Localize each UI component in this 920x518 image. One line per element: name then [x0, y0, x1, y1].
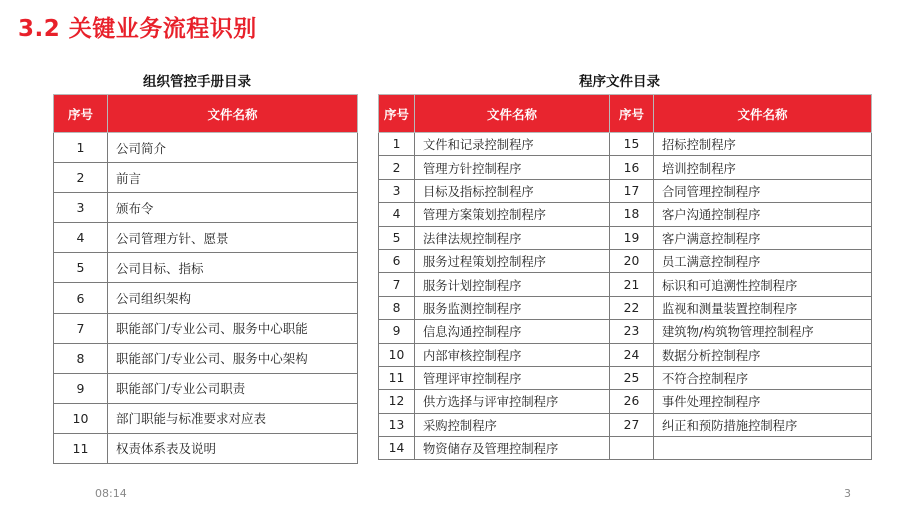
table-row: [54, 373, 358, 403]
row-filename-cell: 管理方案策划控制程序: [415, 203, 610, 226]
table-row: [379, 133, 872, 156]
row-seq-cell: 2: [54, 163, 108, 193]
row-filename-cell: 服务过程策划控制程序: [415, 249, 610, 272]
table-row: [379, 179, 872, 202]
row-seq-cell: 5: [54, 253, 108, 283]
row-seq-cell: 4: [54, 223, 108, 253]
row-seq-cell: 11: [379, 366, 415, 389]
row-seq-cell: 3: [54, 193, 108, 223]
header-seq: 序号: [54, 95, 108, 133]
table-row: [54, 403, 358, 433]
row-seq-cell: 6: [54, 283, 108, 313]
manual-contents-table: [53, 94, 358, 464]
row-seq-cell: 23: [610, 320, 654, 343]
row-seq-cell: 8: [54, 343, 108, 373]
row-seq-cell: 1: [54, 133, 108, 163]
row-filename-cell: 客户沟通控制程序: [654, 203, 872, 226]
table-header-row: [54, 95, 358, 133]
row-filename-cell: 职能部门/专业公司、服务中心架构: [108, 343, 358, 373]
table-row: [54, 313, 358, 343]
row-filename-cell: [654, 437, 872, 460]
row-seq-cell: 18: [610, 203, 654, 226]
row-filename-cell: 法律法规控制程序: [415, 226, 610, 249]
slide-title: 3.2 关键业务流程识别: [18, 16, 257, 42]
row-seq-cell: 24: [610, 343, 654, 366]
row-seq-cell: 10: [379, 343, 415, 366]
table-row: [379, 249, 872, 272]
table-row: [379, 156, 872, 179]
row-filename-cell: 职能部门/专业公司职责: [108, 373, 358, 403]
row-seq-cell: 10: [54, 403, 108, 433]
row-seq-cell: 9: [379, 320, 415, 343]
table-header-row: [379, 95, 872, 133]
row-seq-cell: 20: [610, 249, 654, 272]
right-table-caption: 程序文件目录: [579, 74, 660, 90]
row-seq-cell: 12: [379, 390, 415, 413]
row-filename-cell: 公司目标、指标: [108, 253, 358, 283]
row-seq-cell: 15: [610, 133, 654, 156]
row-seq-cell: 11: [54, 433, 108, 463]
row-filename-cell: 客户满意控制程序: [654, 226, 872, 249]
table-row: [379, 273, 872, 296]
row-seq-cell: 9: [54, 373, 108, 403]
row-seq-cell: 7: [379, 273, 415, 296]
row-seq-cell: 19: [610, 226, 654, 249]
row-seq-cell: 1: [379, 133, 415, 156]
table-row: [54, 283, 358, 313]
table-row: [379, 366, 872, 389]
table-row: [379, 320, 872, 343]
row-seq-cell: 8: [379, 296, 415, 319]
table-row: [379, 203, 872, 226]
row-seq-cell: 27: [610, 413, 654, 436]
row-filename-cell: 建筑物/构筑物管理控制程序: [654, 320, 872, 343]
row-filename-cell: 管理评审控制程序: [415, 366, 610, 389]
row-seq-cell: 3: [379, 179, 415, 202]
row-filename-cell: 数据分析控制程序: [654, 343, 872, 366]
table-row: [54, 193, 358, 223]
table-row: [379, 296, 872, 319]
row-seq-cell: 4: [379, 203, 415, 226]
row-filename-cell: 服务监测控制程序: [415, 296, 610, 319]
row-filename-cell: 信息沟通控制程序: [415, 320, 610, 343]
row-filename-cell: 颁布令: [108, 193, 358, 223]
table-row: [379, 226, 872, 249]
row-filename-cell: 目标及指标控制程序: [415, 179, 610, 202]
row-filename-cell: 物资储存及管理控制程序: [415, 437, 610, 460]
header-filename: 文件名称: [654, 95, 872, 133]
row-filename-cell: 招标控制程序: [654, 133, 872, 156]
table-row: [54, 253, 358, 283]
row-filename-cell: 权责体系表及说明: [108, 433, 358, 463]
table-row: [379, 343, 872, 366]
table-row: [54, 223, 358, 253]
row-seq-cell: [610, 437, 654, 460]
row-filename-cell: 合同管理控制程序: [654, 179, 872, 202]
row-seq-cell: 7: [54, 313, 108, 343]
row-seq-cell: 6: [379, 249, 415, 272]
row-seq-cell: 13: [379, 413, 415, 436]
row-filename-cell: 采购控制程序: [415, 413, 610, 436]
row-filename-cell: 监视和测量装置控制程序: [654, 296, 872, 319]
row-filename-cell: 标识和可追溯性控制程序: [654, 273, 872, 296]
table-row: [54, 433, 358, 463]
row-filename-cell: 纠正和预防措施控制程序: [654, 413, 872, 436]
row-seq-cell: 25: [610, 366, 654, 389]
left-table-caption: 组织管控手册目录: [143, 74, 251, 90]
header-seq: 序号: [379, 95, 415, 133]
footer-time: 08:14: [95, 487, 127, 500]
row-filename-cell: 职能部门/专业公司、服务中心职能: [108, 313, 358, 343]
row-seq-cell: 5: [379, 226, 415, 249]
row-seq-cell: 17: [610, 179, 654, 202]
row-seq-cell: 2: [379, 156, 415, 179]
row-filename-cell: 培训控制程序: [654, 156, 872, 179]
row-filename-cell: 服务计划控制程序: [415, 273, 610, 296]
row-filename-cell: 部门职能与标准要求对应表: [108, 403, 358, 433]
table-row: [379, 413, 872, 436]
row-filename-cell: 公司管理方针、愿景: [108, 223, 358, 253]
row-seq-cell: 21: [610, 273, 654, 296]
table-row: [379, 390, 872, 413]
row-filename-cell: 员工满意控制程序: [654, 249, 872, 272]
header-filename: 文件名称: [415, 95, 610, 133]
row-filename-cell: 管理方针控制程序: [415, 156, 610, 179]
table-row: [54, 133, 358, 163]
row-filename-cell: 事件处理控制程序: [654, 390, 872, 413]
row-filename-cell: 内部审核控制程序: [415, 343, 610, 366]
procedure-contents-table: [378, 94, 872, 460]
row-filename-cell: 公司简介: [108, 133, 358, 163]
table-row: [379, 437, 872, 460]
row-filename-cell: 文件和记录控制程序: [415, 133, 610, 156]
row-seq-cell: 22: [610, 296, 654, 319]
row-seq-cell: 14: [379, 437, 415, 460]
row-filename-cell: 供方选择与评审控制程序: [415, 390, 610, 413]
page-number: 3: [844, 487, 851, 500]
row-filename-cell: 不符合控制程序: [654, 366, 872, 389]
row-filename-cell: 公司组织架构: [108, 283, 358, 313]
row-seq-cell: 26: [610, 390, 654, 413]
header-seq: 序号: [610, 95, 654, 133]
header-filename: 文件名称: [108, 95, 358, 133]
row-seq-cell: 16: [610, 156, 654, 179]
table-row: [54, 343, 358, 373]
row-filename-cell: 前言: [108, 163, 358, 193]
table-row: [54, 163, 358, 193]
